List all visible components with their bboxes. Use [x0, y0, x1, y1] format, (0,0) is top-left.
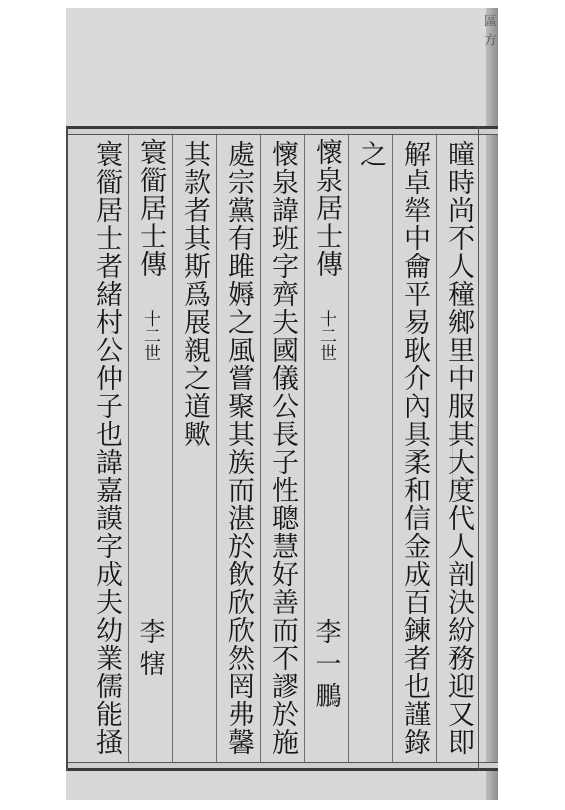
column-rule — [216, 135, 217, 762]
biography-author: 李一鵬 — [311, 618, 341, 714]
biography-title: 懷泉居士傳 — [311, 138, 342, 278]
biography-author: 李犗 — [135, 618, 165, 682]
column-rule — [348, 135, 349, 762]
text-column-2: 解卓犖中龠平易耿介內具柔和信金成百鍊者也謹錄 — [399, 140, 430, 756]
upper-margin — [66, 8, 498, 126]
fold-label: 區方 — [481, 14, 496, 52]
text-column-9: 寰衟居士者緒村公仲子也諱嘉謨字成夫幼業儒能掻 — [91, 140, 122, 756]
text-column-6: 處宗黨有雎媷之風嘗聚其族而湛於飲欣欣然罔弗馨 — [223, 140, 254, 756]
frame-left-border — [66, 126, 68, 771]
text-column-1: 曈時尚不人穜鄉里中服其大度代人剖決紛務迎又即 — [443, 140, 474, 756]
column-rule — [172, 135, 173, 762]
column-rule — [260, 135, 261, 762]
biography-title: 寰衟居士傳 — [135, 138, 166, 278]
frame-bottom-border — [66, 762, 498, 771]
text-column-3: 之 — [355, 140, 386, 168]
book-page — [66, 8, 498, 800]
text-column-5: 懷泉諱班字齊夫國儀公長子性聰慧好善而不謬於施 — [267, 140, 298, 756]
biography-generation: 十二世 — [140, 310, 160, 361]
column-rule — [128, 135, 129, 762]
column-rule — [436, 135, 437, 762]
fold-mark — [478, 126, 487, 771]
column-rule — [392, 135, 393, 762]
text-column-7: 其款者其斯爲展親之道歟 — [179, 140, 210, 448]
column-rule — [304, 135, 305, 762]
frame-top-border — [66, 126, 498, 135]
biography-generation: 十二世 — [316, 310, 336, 361]
